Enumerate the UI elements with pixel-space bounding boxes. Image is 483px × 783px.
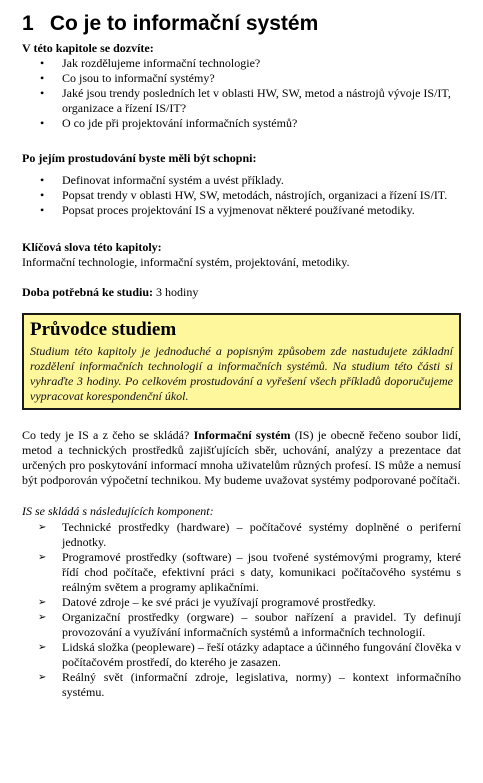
keywords-heading: Klíčová slova této kapitoly: <box>22 240 162 254</box>
arrow-bullet-icon: ➢ <box>38 597 47 608</box>
study-time <box>22 285 461 300</box>
chapter-title <box>22 0 461 41</box>
definition-paragraph <box>22 428 461 488</box>
list-item: ➢ Programové prostředky (software) – jsou tvořené systémovými programy, které řídí chod počítače, efektivní práci s daty, komunikaci počítačového systému s reálným světem a programy aplikačními. <box>38 550 461 594</box>
definition-term: Informační systém <box>193 428 291 442</box>
list-item: ➢ Technické prostředky (hardware) – počítačové systémy doplněné o periferní jednotky. <box>38 520 461 549</box>
arrow-bullet-icon: ➢ <box>38 672 47 683</box>
chapter-title-text: Co je to informační systém <box>49 12 319 35</box>
list-item: ➢ Datové zdroje – ke své práci je využívají programové prostředky. <box>38 595 376 609</box>
study-time-label: Doba potřebná ke studiu: <box>22 285 154 299</box>
study-time-value: 3 hodiny <box>153 285 199 299</box>
chapter-number: 1 <box>22 12 34 35</box>
keywords-text: Informační technologie, informační systém, projektování, metodiky. <box>22 255 350 269</box>
arrow-bullet-icon: ➢ <box>38 612 47 623</box>
list-item: ➢ Organizační prostředky (orgware) – soubor nařízení a pravidel. Ty definují provozování a využívání informačních systémů a informačních technologií. <box>38 610 461 639</box>
list-item: • O co jde při projektování informačních systémů? <box>40 116 461 131</box>
list-item: • Popsat proces projektování IS a vyjmenovat některé používané metodiky. <box>40 203 461 218</box>
study-guide-box <box>22 313 461 410</box>
definition-part1: Co tedy je IS a z čeho se skládá? <box>22 428 194 442</box>
list-item: • Jak rozdělujeme informační technologie? <box>40 56 461 71</box>
learn-heading: V této kapitole se dozvíte: <box>22 41 154 55</box>
components-intro: IS se skládá s následujících komponent: <box>22 504 214 518</box>
arrow-bullet-icon: ➢ <box>38 522 47 533</box>
study-guide-title: Průvodce studiem <box>30 319 177 340</box>
arrow-bullet-icon: ➢ <box>38 552 47 563</box>
definition-part2: (IS) je obecně řečeno soubor lidí, metod a technických prostředků zajišťujících sběr, uchování, analýzy a prezentace dat určených pro poskytování informací mnoha uživatelům různých profesí. IS může a nemusí být podporován výpočetní technikou. My budeme uvažovat systémy podporované počítači. <box>22 428 461 487</box>
able-heading: Po jejím prostudování byste měli být schopni: <box>22 151 257 165</box>
list-item: • Jaké jsou trendy posledních let v oblasti HW, SW, metod a nástrojů vývoje IS/IT, organizace a řízení IS/IT? <box>40 86 461 116</box>
list-item: • Popsat trendy v oblasti HW, SW, metodách, nástrojích, organizaci a řízení IS/IT. <box>40 188 461 203</box>
list-item: ➢ Reálný svět (informační zdroje, legislativa, normy) – kontext informačního systému. <box>38 670 461 699</box>
list-item: • Co jsou to informační systémy? <box>40 71 461 86</box>
arrow-bullet-icon: ➢ <box>38 642 47 653</box>
list-item: ➢ Lidská složka (peopleware) – řeší otázky adaptace a účinného fungování člověka v počítačovém prostředí, do kterého je zasazen. <box>38 640 461 669</box>
study-guide-text: Studium této kapitoly je jednoduché a popisným způsobem zde nastudujete základní rozdělení informačních technologií a informačních systémů. Na studium této části si vyhraďte 3 hodiny. Po celkovém prostudování a vyřešení všech příkladů doporučujeme vypracovat korespondenční úkol. <box>30 344 453 403</box>
learn-list <box>22 56 461 131</box>
able-list <box>22 173 461 218</box>
components-list <box>22 520 461 700</box>
list-item: • Definovat informační systém a uvést příklady. <box>40 173 461 188</box>
